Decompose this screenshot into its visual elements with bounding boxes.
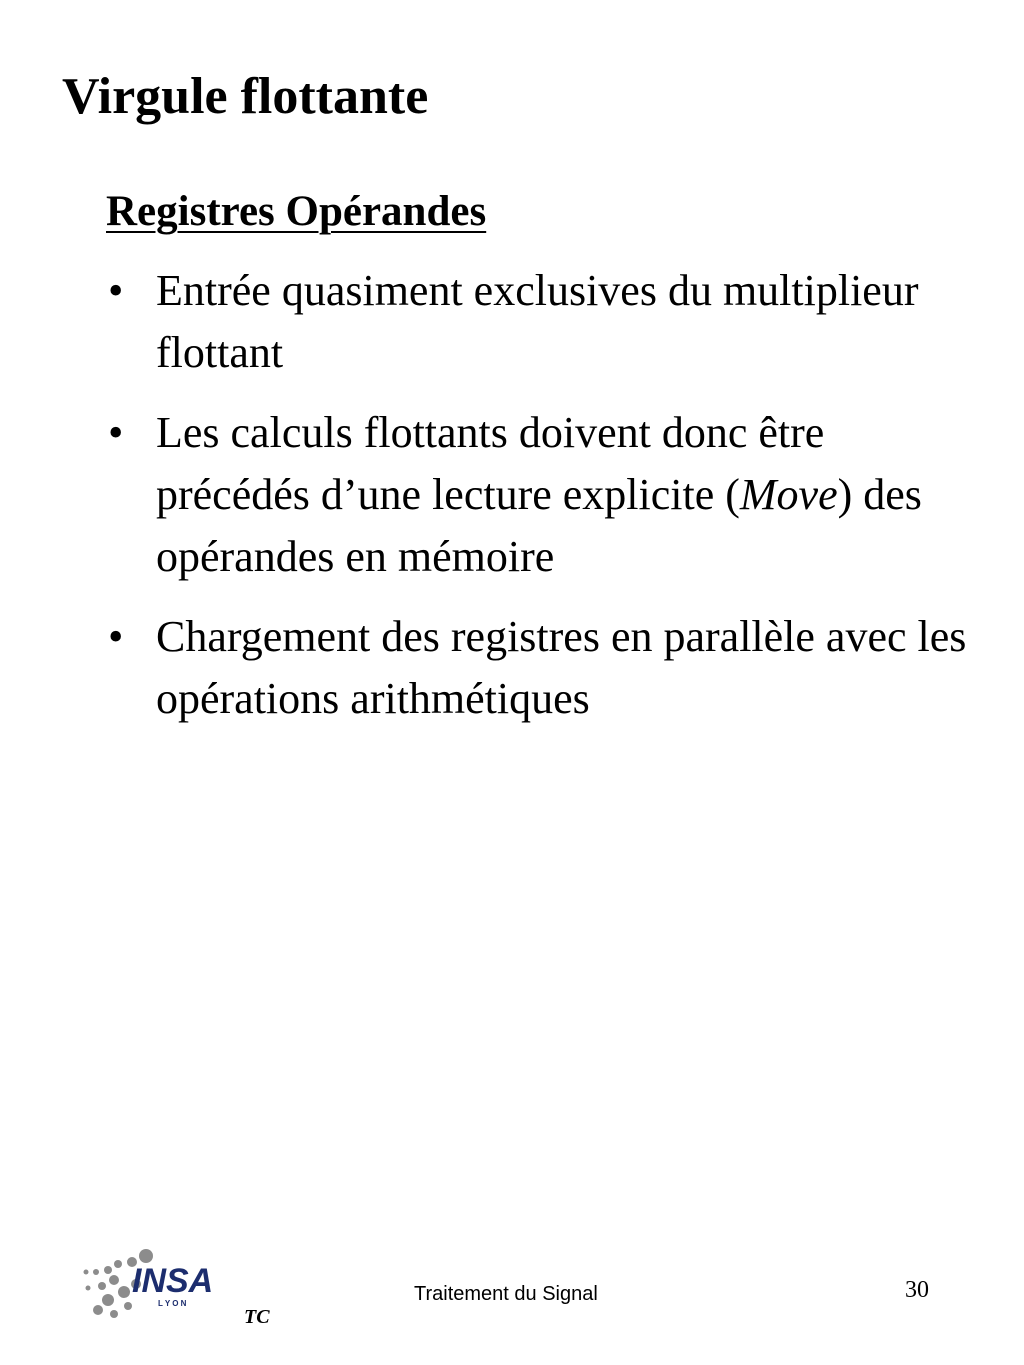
bullet-list (106, 260, 986, 748)
insa-lyon-logo-icon (78, 1248, 238, 1323)
section-heading: Registres Opérandes (106, 188, 487, 235)
bullet-text-before: Les calculs flottants doivent donc être précédés d’une lecture explicite ( (156, 408, 825, 519)
footer-center-text: Traitement du Signal (414, 1283, 598, 1305)
logo-text: INSA (132, 1262, 214, 1300)
bullet-icon: • (108, 266, 124, 315)
bullet-icon: • (108, 408, 124, 457)
slide-title: Virgule flottante (62, 68, 429, 125)
bullet-icon: • (108, 612, 124, 661)
bullet-item-2 (106, 402, 986, 588)
bullet-text: Chargement des registres en parallèle avec les opérations arithmétiques (156, 612, 967, 723)
page-number: 30 (905, 1277, 929, 1303)
bullet-text-after: ) des opérandes en mémoire (156, 470, 922, 581)
bullet-item-1 (106, 260, 986, 384)
bullet-text: Entrée quasiment exclusives du multiplieur flottant (156, 266, 919, 377)
logo-subtext: L Y O N (158, 1299, 187, 1308)
footer-department: TC (244, 1306, 270, 1328)
bullet-item-3 (106, 606, 986, 730)
bullet-italic-term: Move (739, 470, 838, 519)
